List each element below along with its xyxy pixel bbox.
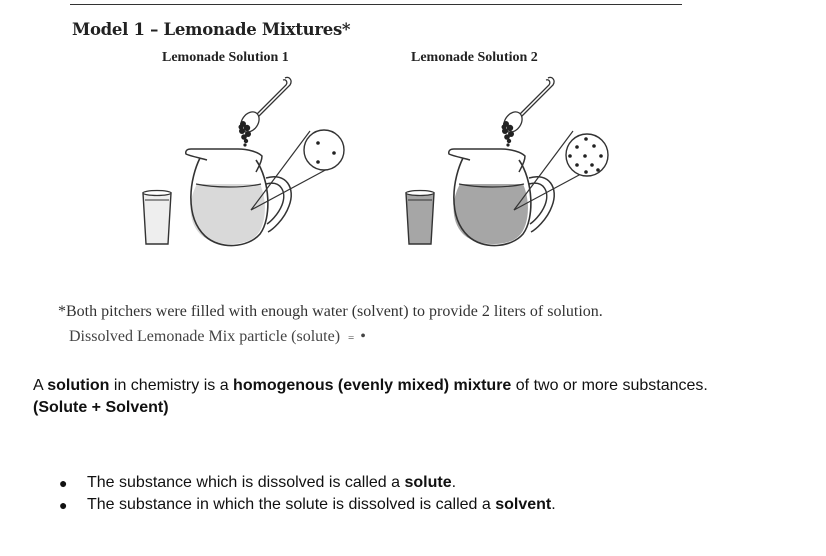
term-solute: solute [404,474,452,491]
particle [599,154,603,158]
particle [316,141,320,145]
list-item: ● The substance in which the solute is dissolved is called a solvent. [62,494,556,516]
solution-2-label: Lemonade Solution 2 [411,50,538,65]
solution-2-group [406,77,608,245]
term-solution: solution [47,377,110,394]
particle [584,137,588,141]
spoon-2 [500,77,554,146]
particle [316,160,320,164]
model-title: Model 1 – Lemonade Mixtures* [72,20,351,39]
footnote: *Both pitchers were filled with enough water (solvent) to provide 2 liters of solution. [58,303,603,320]
definition-list [59,472,556,516]
particle [575,163,579,167]
legend-equals: = [348,332,355,344]
solution-definition: A solution in chemistry is a homogenous (evenly mixed) mixture of two or more substances. (Solute + Solvent) [33,377,708,416]
bullet-icon: ● [59,475,68,491]
spoon-1 [237,77,291,146]
particle [592,144,596,148]
list-item: ● The substance which is dissolved is called a solute. [62,472,556,494]
particle [583,154,587,158]
bullet-icon: ● [59,497,68,513]
solution-1-group [143,77,344,245]
term-homogenous-mixture: homogenous (evenly mixed) mixture [233,377,512,394]
legend-text: Dissolved Lemonade Mix particle (solute) [69,328,341,345]
particle-legend [69,328,366,346]
term-solvent: solvent [495,496,552,513]
solute-plus-solvent: (Solute + Solvent) [33,399,169,416]
particle [590,163,594,167]
legend-dot-icon: • [360,328,366,345]
glass-2 [406,191,434,245]
zoom-2 [514,131,608,210]
particle [584,170,588,174]
particle [568,154,572,158]
particle [596,168,600,172]
solution-1-label: Lemonade Solution 1 [162,50,289,65]
glass-1 [143,191,171,245]
particle [332,151,336,155]
particle [575,145,579,149]
zoom-1 [251,130,344,210]
